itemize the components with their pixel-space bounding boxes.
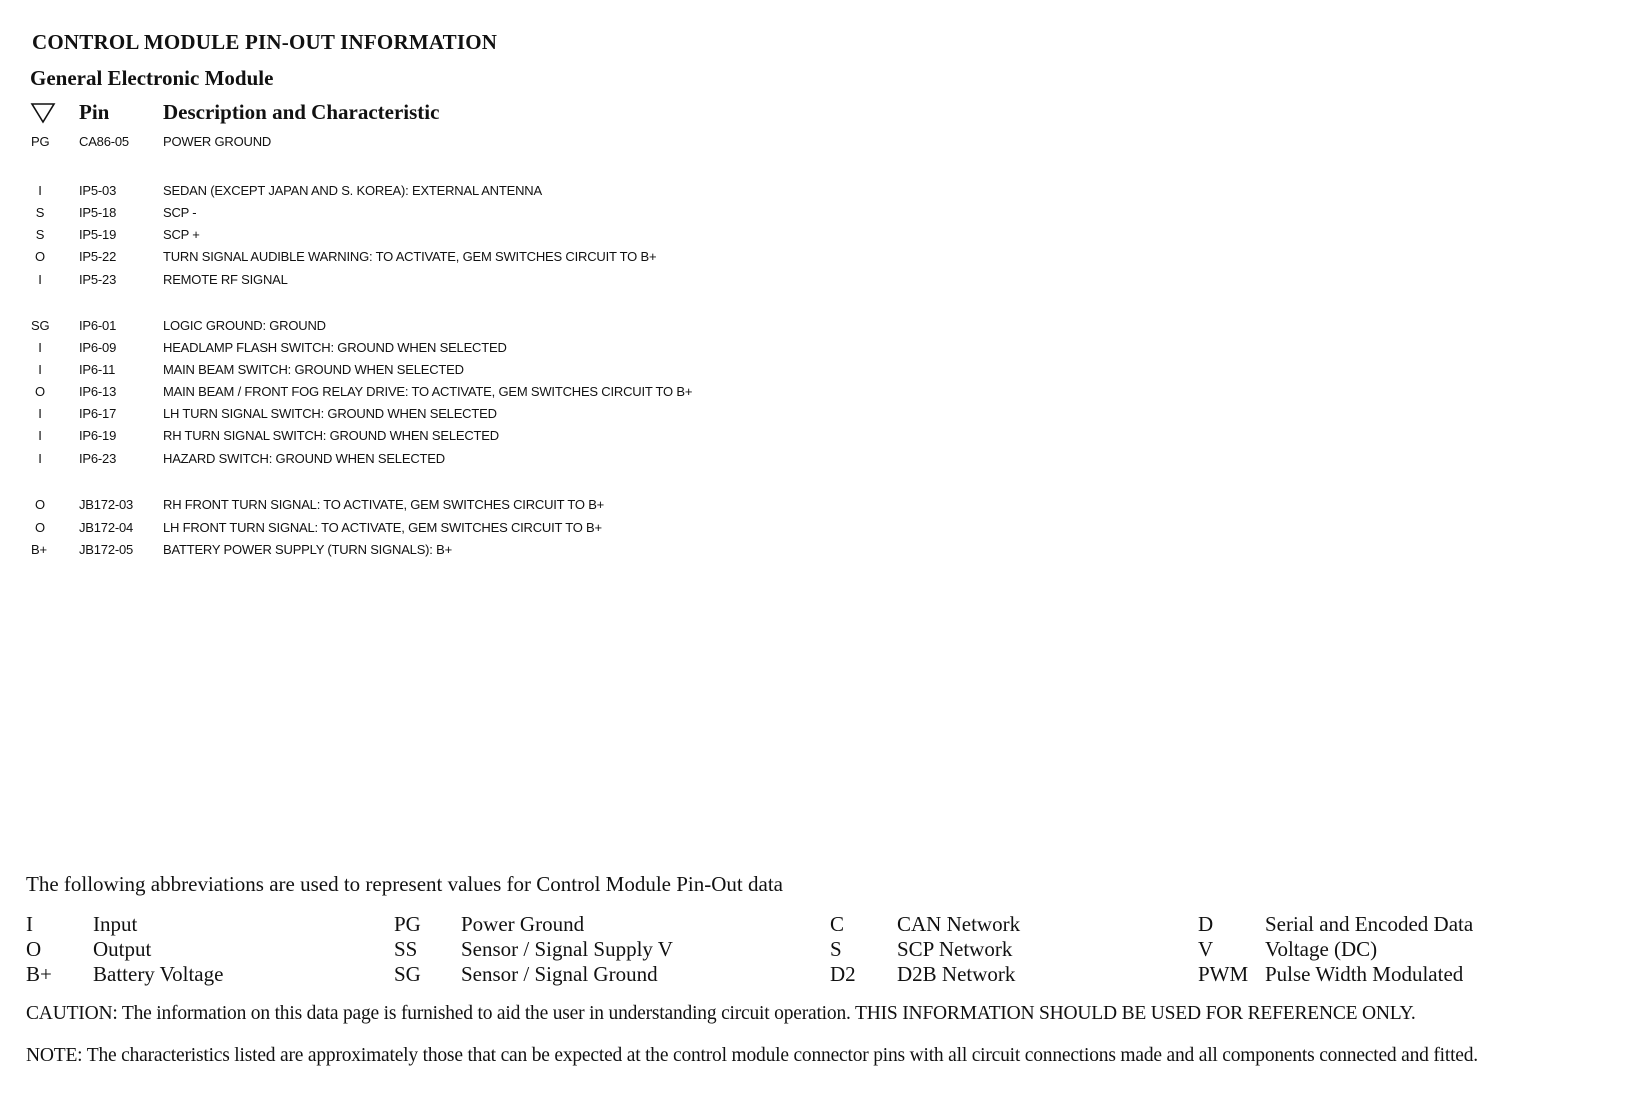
pin-id: IP5-22 [79,249,117,264]
pin-description: SCP + [163,227,200,242]
pin-type: O [35,249,45,264]
pin-description: BATTERY POWER SUPPLY (TURN SIGNALS): B+ [163,542,452,557]
pin-description: LH FRONT TURN SIGNAL: TO ACTIVATE, GEM SWITCHES CIRCUIT TO B+ [163,520,602,535]
abbr-meaning: D2B Network [897,962,1016,986]
description-column-header: Description and Characteristic [163,100,440,124]
pin-type: PG [31,134,50,149]
pin-id: IP5-18 [79,205,117,220]
page-title: CONTROL MODULE PIN-OUT INFORMATION [32,30,498,54]
pin-id: IP6-01 [79,318,117,333]
pin-description: RH TURN SIGNAL SWITCH: GROUND WHEN SELECTED [163,428,499,443]
pin-description: MAIN BEAM / FRONT FOG RELAY DRIVE: TO ACTIVATE, GEM SWITCHES CIRCUIT TO B+ [163,384,693,399]
pin-type: I [38,362,42,377]
abbr-meaning: Battery Voltage [93,962,224,986]
pin-id: IP5-19 [79,227,117,242]
pin-type: SG [31,318,50,333]
pin-type: I [38,183,42,198]
abbr-meaning: Pulse Width Modulated [1265,962,1464,986]
abbr-meaning: Voltage (DC) [1265,937,1378,961]
pin-type: S [35,227,45,242]
abbr-code: PG [394,912,421,936]
pin-type: O [35,497,45,512]
abbr-code: I [26,912,33,936]
pin-type: S [35,205,45,220]
pin-type: O [35,384,45,399]
abbr-code: D2 [830,962,856,986]
pin-description: MAIN BEAM SWITCH: GROUND WHEN SELECTED [163,362,464,377]
pin-id: JB172-03 [79,497,134,512]
abbr-code: SG [394,962,421,986]
pin-description: LOGIC GROUND: GROUND [163,318,326,333]
pin-column-header: Pin [79,100,110,124]
pin-description: HAZARD SWITCH: GROUND WHEN SELECTED [163,451,445,466]
pin-id: CA86-05 [79,134,129,149]
pin-id: IP5-03 [79,183,117,198]
abbr-meaning: SCP Network [897,937,1013,961]
pin-type: I [38,428,42,443]
abbr-code: C [830,912,845,936]
pin-type: I [38,340,42,355]
pin-description: SCP - [163,205,197,220]
pin-description: SEDAN (EXCEPT JAPAN AND S. KOREA): EXTERNAL ANTENNA [163,183,542,198]
abbr-meaning: Sensor / Signal Supply V [461,937,673,961]
abbr-meaning: Serial and Encoded Data [1265,912,1474,936]
pin-id: JB172-05 [79,542,134,557]
module-name: General Electronic Module [30,66,274,90]
abbr-code: SS [394,937,418,961]
abbr-code: S [830,937,842,961]
pin-type: O [35,520,45,535]
pin-id: IP6-09 [79,340,117,355]
pin-description: REMOTE RF SIGNAL [163,272,288,287]
pin-id: IP5-23 [79,272,117,287]
pin-id: IP6-23 [79,451,117,466]
pin-description: TURN SIGNAL AUDIBLE WARNING: TO ACTIVATE, GEM SWITCHES CIRCUIT TO B+ [163,249,657,264]
triangle-down-icon [30,102,56,124]
pin-id: IP6-17 [79,406,117,421]
pin-description: LH TURN SIGNAL SWITCH: GROUND WHEN SELECTED [163,406,497,421]
abbr-code: D [1198,912,1214,936]
pin-description: RH FRONT TURN SIGNAL: TO ACTIVATE, GEM SWITCHES CIRCUIT TO B+ [163,497,605,512]
pin-description: HEADLAMP FLASH SWITCH: GROUND WHEN SELECTED [163,340,507,355]
pin-id: IP6-19 [79,428,117,443]
pin-id: IP6-11 [79,362,116,377]
pin-description: POWER GROUND [163,134,272,149]
pin-type: I [38,451,42,466]
abbr-code: B+ [26,962,52,986]
note-text: NOTE: The characteristics listed are approximately those that can be expected at the control module connector pins with all circuit connections made and all components connected and fitted. [26,1045,1478,1066]
pin-id: IP6-13 [79,384,117,399]
pin-type: B+ [31,542,47,557]
abbr-code: PWM [1198,962,1249,986]
pin-type: I [38,272,42,287]
abbr-meaning: CAN Network [897,912,1021,936]
abbr-code: O [26,937,42,961]
caution-text: CAUTION: The information on this data page is furnished to aid the user in understanding circuit operation. THIS INFORMATION SHOULD BE USED FOR REFERENCE ONLY. [26,1003,1416,1024]
abbr-meaning: Power Ground [461,912,585,936]
abbr-meaning: Sensor / Signal Ground [461,962,658,986]
pin-id: JB172-04 [79,520,134,535]
abbreviations-intro: The following abbreviations are used to represent values for Control Module Pin-Out data [26,872,783,896]
abbr-meaning: Output [93,937,152,961]
pin-type: I [38,406,42,421]
abbr-code: V [1198,937,1214,961]
abbr-meaning: Input [93,912,138,936]
